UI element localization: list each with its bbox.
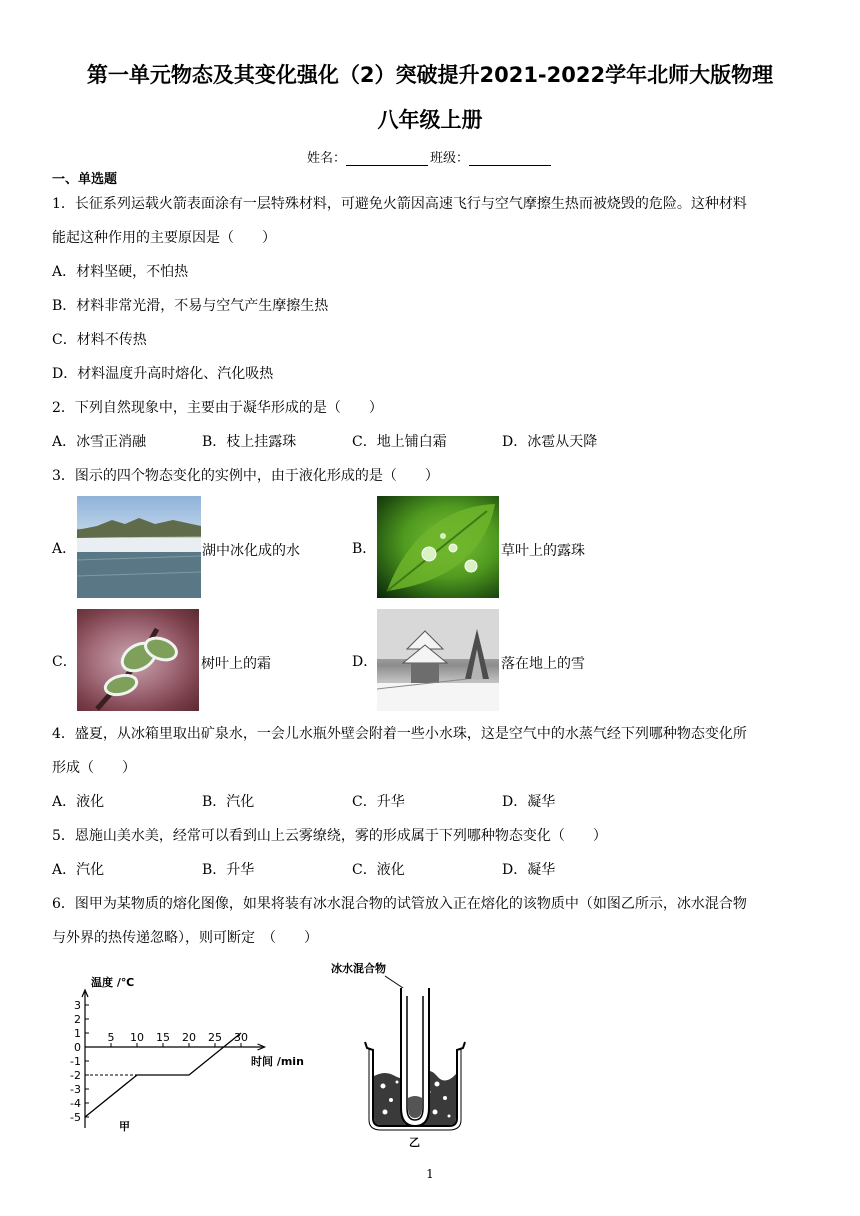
q4-stem-line-1: 4．盛夏，从冰箱里取出矿泉水，一会儿水瓶外壁会附着一些小水珠，这是空气中的水蒸气经下列哪种物态变化所 [52,726,747,742]
test-tube-apparatus-diagram [325,958,475,1150]
name-label: 姓名： [306,151,346,166]
q6-stem-line-1: 6．图甲为某物质的熔化图像，如果将装有冰水混合物的试管放入正在熔化的该物质中（如图乙所示，冰水混合物 [52,896,747,912]
class-label: 班级： [430,151,470,166]
x-tick-label: 25 [208,1031,222,1044]
q4-option-b: B．汽化 [202,794,255,810]
y-axis-label: 温度 /℃ [91,976,135,989]
melting-temperature-chart [55,970,315,1140]
q2-stem: 2．下列自然现象中，主要由于凝华形成的是（ ） [52,400,383,416]
q5-option-a: A．汽化 [52,862,105,878]
y-tick-label: -5 [70,1111,81,1124]
y-tick-label: 1 [74,1027,81,1040]
q3-option-a-caption: 湖中冰化成的水 [202,543,300,559]
page-number: 1 [426,1167,434,1181]
q6-stem-line-2: 与外界的热传递忽略），则可断定 （ ） [52,930,318,946]
q4-stem-line-2: 形成（ ） [52,760,136,776]
class-blank[interactable] [469,153,551,166]
section-heading: 一、单选题 [52,172,118,187]
q1-option-c: C．材料不传热 [52,332,147,348]
y-tick-label: -1 [70,1055,81,1068]
x-tick-label: 15 [156,1031,170,1044]
y-tick-label: -2 [70,1069,81,1082]
snow-pagoda-photo [377,609,499,711]
q2-option-c: C．地上铺白霜 [352,434,447,450]
q5-option-c: C．液化 [352,862,405,878]
q5-stem: 5．恩施山美水美，经常可以看到山上云雾缭绕，雾的形成属于下列哪种物态变化（ ） [52,828,607,844]
q3-option-b-letter: B． [352,541,377,557]
y-tick-label: -4 [70,1097,81,1110]
frost-branch-photo [77,609,199,711]
y-tick-label: 0 [74,1041,81,1054]
ice-water-mixture-label: 冰水混合物 [331,962,386,975]
student-info-line [0,147,860,166]
q2-option-d: D．冰雹从天降 [502,434,598,450]
figure-label-jia: 甲 [119,1120,130,1133]
q5-option-d: D．凝华 [502,862,556,878]
q3-option-b-caption: 草叶上的露珠 [501,543,585,559]
x-tick-label: 30 [234,1031,248,1044]
q4-option-a: A．液化 [52,794,105,810]
x-tick-label: 10 [130,1031,144,1044]
name-blank[interactable] [346,153,428,166]
dewdrop-leaf-photo [377,496,499,598]
q5-option-b: B．升华 [202,862,255,878]
q3-option-c-caption: 树叶上的霜 [201,656,271,672]
y-tick-label: 2 [74,1013,81,1026]
lake-ice-photo [77,496,201,598]
q3-option-d-letter: D． [352,654,378,670]
q3-option-c-letter: C． [52,654,77,670]
q1-option-a: A．材料坚硬，不怕热 [52,264,189,280]
q4-option-d: D．凝华 [502,794,556,810]
q1-stem-line-1: 1．长征系列运载火箭表面涂有一层特殊材料，可避免火箭因高速飞行与空气摩擦生热而被烧毁的危险。这种材料 [52,196,747,212]
q1-option-b: B．材料非常光滑，不易与空气产生摩擦生热 [52,298,329,314]
q1-option-d: D．材料温度升高时熔化、汽化吸热 [52,366,274,382]
y-tick-label: 3 [74,999,81,1012]
q2-option-b: B．枝上挂露珠 [202,434,297,450]
x-axis-label: 时间 /min [251,1055,304,1068]
y-tick-label: -3 [70,1083,81,1096]
q1-stem-line-2: 能起这种作用的主要原因是（ ） [52,230,276,246]
q4-option-c: C．升华 [352,794,405,810]
q3-option-d-caption: 落在地上的雪 [501,656,585,672]
document-title-line-1: 第一单元物态及其变化强化（2）突破提升2021-2022学年北师大版物理 [86,63,774,87]
document-title-line-2: 八年级上册 [377,108,483,132]
q3-stem: 3．图示的四个物态变化的实例中，由于液化形成的是（ ） [52,468,439,484]
figure-label-yi: 乙 [409,1136,420,1149]
q3-option-a-letter: A． [52,541,77,557]
x-tick-label: 5 [107,1031,115,1044]
q2-option-a: A．冰雪正消融 [52,434,147,450]
x-tick-label: 20 [182,1031,196,1044]
